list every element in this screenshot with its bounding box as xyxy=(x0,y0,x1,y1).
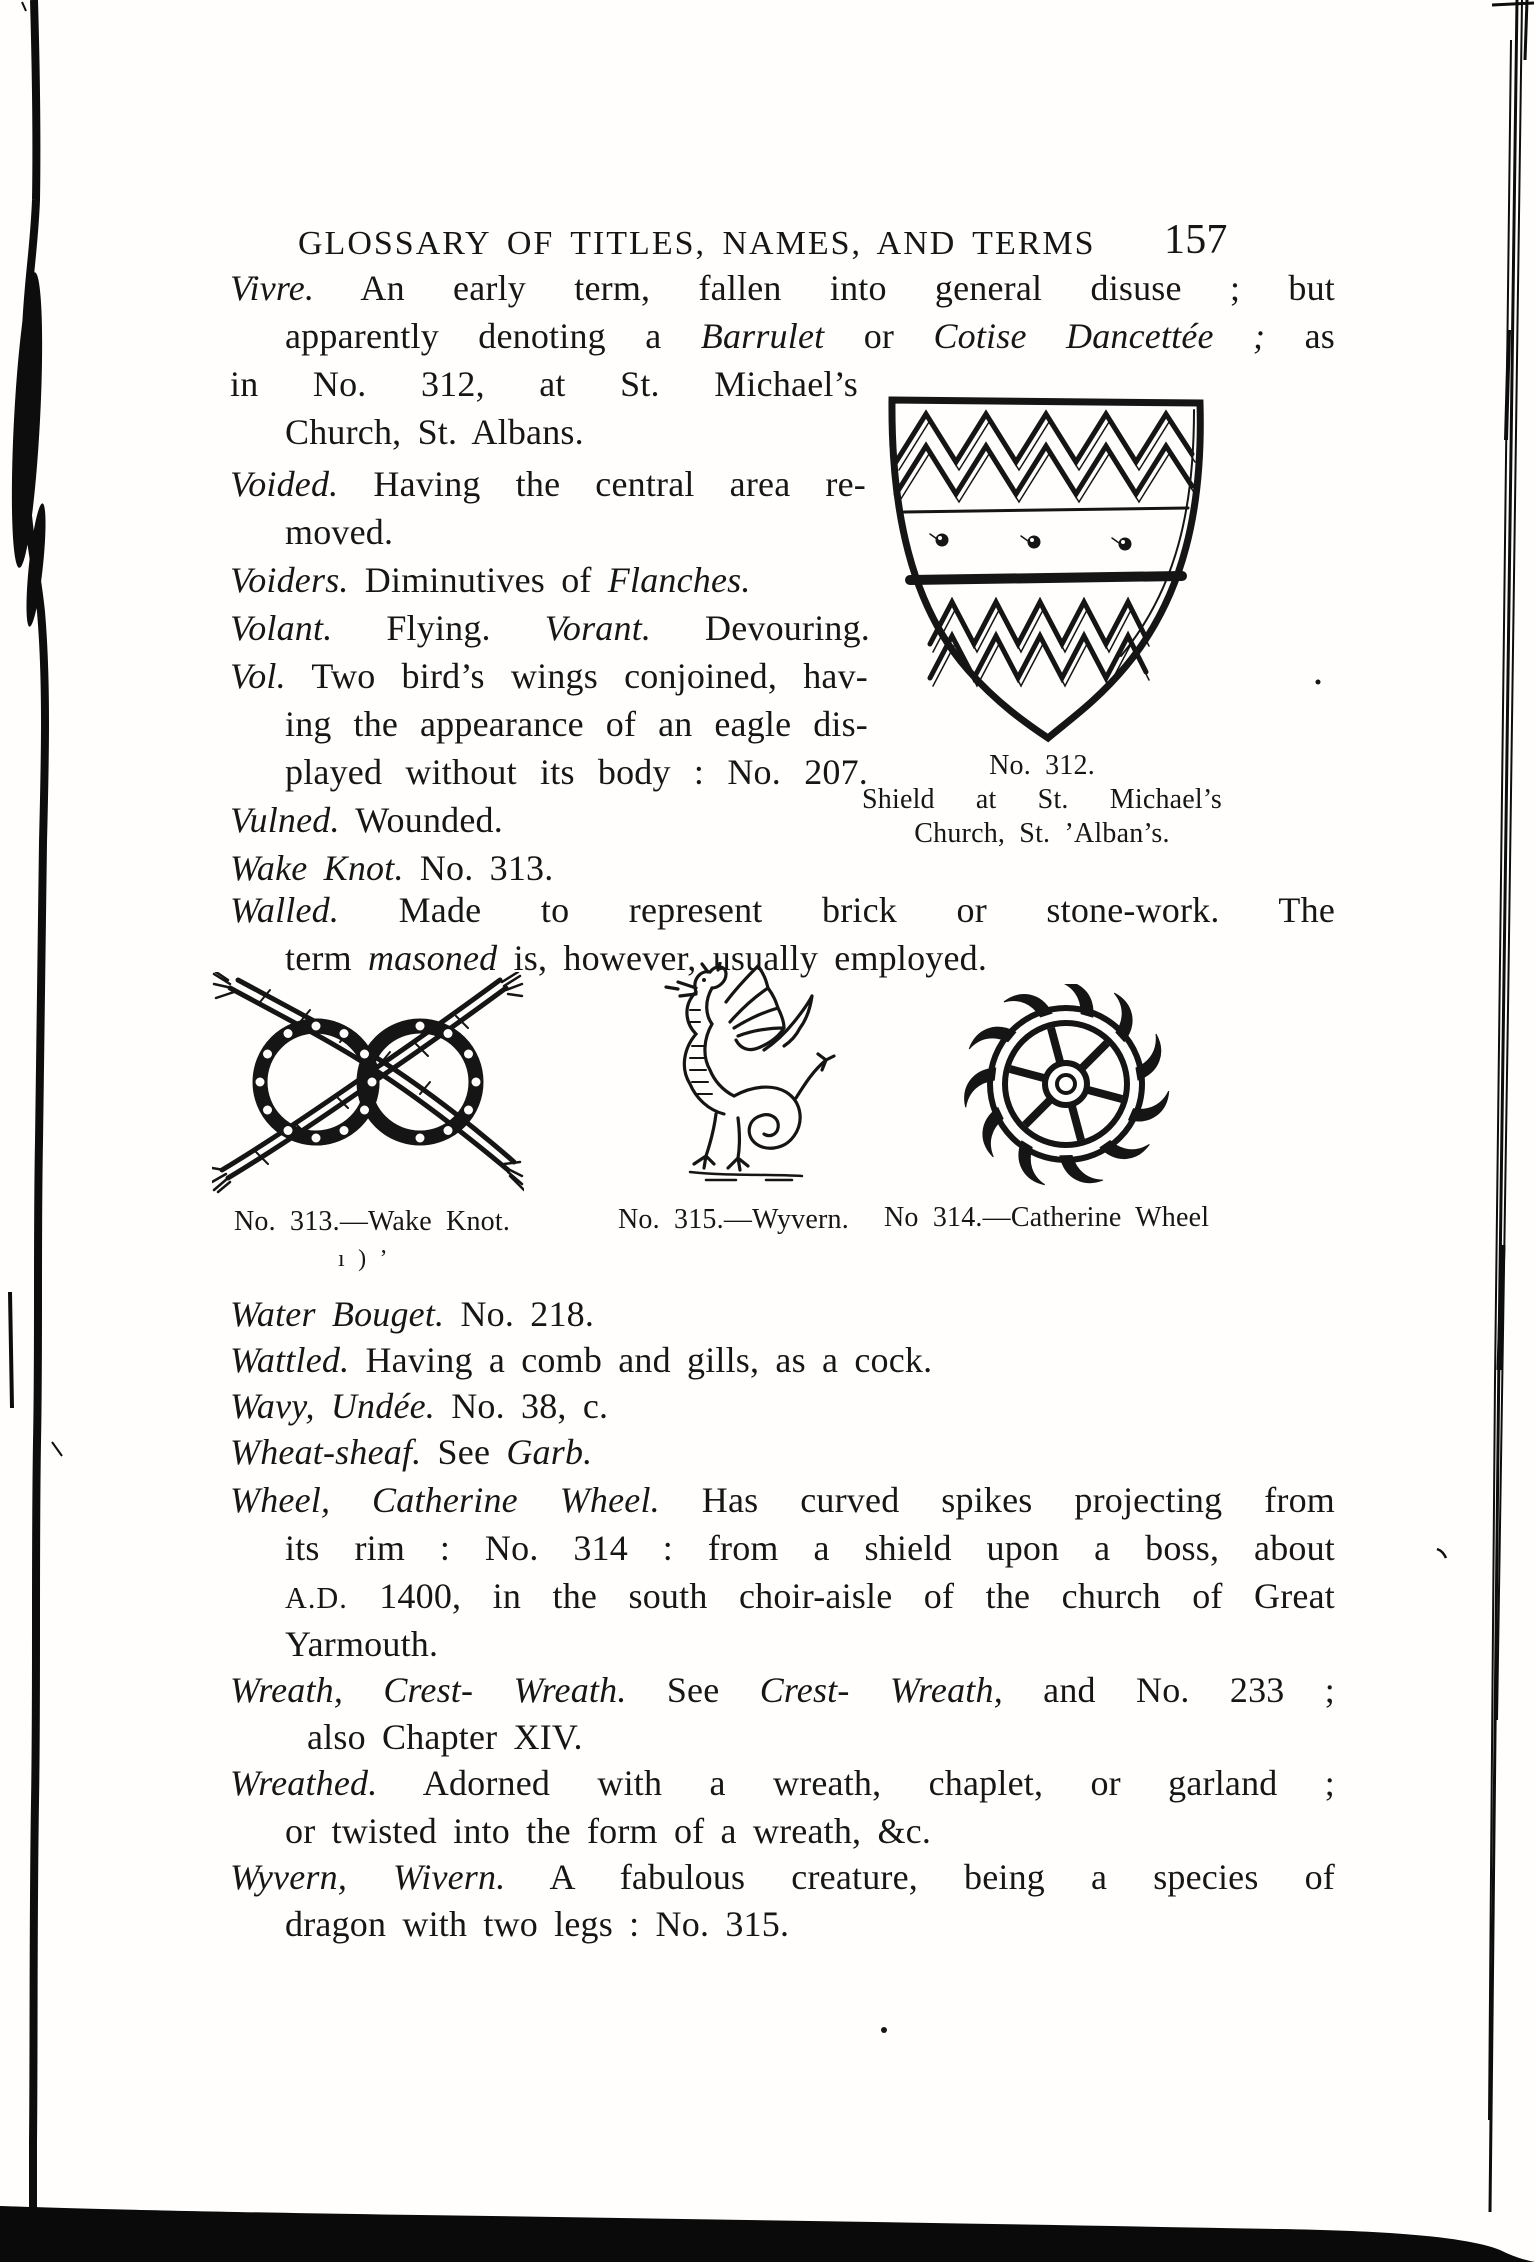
page-edge-line-3 xyxy=(1489,40,1511,2120)
wheel-rim-inner xyxy=(1005,1023,1127,1145)
shield-illustration xyxy=(878,388,1213,750)
entry-wavy: Wavy, Undée. No. 38, c. xyxy=(230,1386,609,1426)
dancette-top-2-fine xyxy=(899,454,1195,502)
wyvern-beak xyxy=(666,982,696,996)
caption-shield-no: No. 312. xyxy=(989,750,1095,781)
entry-vivre-3: in No. 312, at St. Michael’s xyxy=(230,364,858,404)
wheel-rim-outer xyxy=(990,1008,1142,1160)
caption-shield-line3: Church, St. ʼAlban’s. xyxy=(914,818,1170,849)
entry-vol-2: ing the appearance of an eagle dis- xyxy=(285,704,868,744)
dancette-bottom-1-fine xyxy=(933,610,1149,652)
roundel-ticks xyxy=(930,534,1119,543)
catherine-wheel-illustration xyxy=(956,984,1178,1190)
wake-knot-illustration xyxy=(212,972,524,1194)
entry-wyvern-2: dragon with two legs : No. 315. xyxy=(285,1904,790,1944)
entry-water-bouget: Water Bouget. No. 218. xyxy=(230,1294,595,1334)
ink-smudge: ı ) ʼ xyxy=(338,1246,388,1272)
entry-wheel-2: its rim : No. 314 : from a shield upon a boss, about xyxy=(285,1528,1335,1568)
entry-wake-knot: Wake Knot. No. 313. xyxy=(230,848,554,888)
dancette-top-1 xyxy=(896,414,1192,462)
entry-wyvern-1: Wyvern, Wivern. A fabulous creature, being a species of xyxy=(230,1857,1335,1897)
entry-vulned: Vulned. Wounded. xyxy=(230,800,503,840)
stray-mark-2 xyxy=(22,2,26,11)
binding-edge-line xyxy=(24,0,45,2218)
stray-mark-1 xyxy=(52,1442,62,1456)
wyvern-ground xyxy=(690,1172,802,1180)
entry-walled-2: term masoned is, however, usually employed. xyxy=(285,938,988,978)
entry-wheel-4: Yarmouth. xyxy=(285,1624,439,1664)
corner-mark-top-right xyxy=(1492,3,1534,5)
page-number: 157 xyxy=(1164,217,1228,263)
wyvern-leg-2 xyxy=(728,1118,748,1170)
entry-walled-1: Walled. Made to represent brick or stone-work. The xyxy=(230,890,1335,930)
fess-bottom-line xyxy=(910,576,1182,580)
entry-voided-2: moved. xyxy=(285,512,394,552)
entry-wheel-3: A.D. 1400, in the south choir-aisle of the church of Great xyxy=(285,1576,1335,1616)
strap-ring-right xyxy=(364,1026,476,1138)
wheel-hub xyxy=(1045,1063,1087,1105)
entry-vivre-1: Vivre. An early term, fallen into general disuse ; but xyxy=(230,268,1335,308)
wyvern-neck-back xyxy=(705,988,734,1096)
entry-wreath-2: also Chapter XIV. xyxy=(307,1717,583,1757)
wyvern-leg-1 xyxy=(694,1114,716,1168)
bottom-scan-bar xyxy=(0,2206,1535,2262)
entry-vol-1: Vol. Two bird’s wings conjoined, hav- xyxy=(230,656,868,696)
wheel-spokes xyxy=(1010,1028,1122,1140)
page-edge-line-2 xyxy=(1497,0,1522,1720)
margin-tick-left xyxy=(10,1292,12,1408)
wyvern-wing-fingers xyxy=(730,988,784,1036)
fess-roundels xyxy=(936,534,1132,551)
page-title: GLOSSARY OF TITLES, NAMES, AND TERMS xyxy=(298,225,1096,262)
page-edge-dark-1 xyxy=(1499,1245,1503,1370)
ink-speck-1 xyxy=(1316,680,1321,685)
binding-blob xyxy=(6,272,47,569)
binding-blob-2 xyxy=(23,503,50,628)
entry-wattled: Wattled. Having a comb and gills, as a cock. xyxy=(230,1340,933,1380)
entry-wheel-1: Wheel, Catherine Wheel. Has curved spikes projecting from xyxy=(230,1480,1335,1520)
entry-voided-1: Voided. Having the central area re- xyxy=(230,464,866,504)
dancette-top-2 xyxy=(896,446,1192,494)
entry-wreathed-2: or twisted into the form of a wreath, &c. xyxy=(285,1811,932,1851)
wyvern-tail-coil xyxy=(734,1087,800,1148)
wyvern-illustration xyxy=(646,962,836,1190)
wheel-hub-hole xyxy=(1057,1075,1075,1093)
caption-catherine-wheel: No 314.—Catherine Wheel xyxy=(884,1202,1210,1233)
fess-top-line xyxy=(904,508,1188,512)
entry-vivre-4: Church, St. Albans. xyxy=(285,412,584,452)
page-edge-dark-2 xyxy=(1506,330,1509,440)
entry-wreathed-1: Wreathed. Adorned with a wreath, chaplet, or garland ; xyxy=(230,1763,1335,1803)
caption-shield-line2: Shield at St. Michael’s xyxy=(862,784,1222,815)
fray-top-left xyxy=(214,972,234,998)
wyvern-tail-tip xyxy=(796,1054,834,1098)
page-edge-tick-top xyxy=(1525,0,1527,60)
caption-wyvern: No. 315.—Wyvern. xyxy=(618,1204,849,1235)
page-edge-line-1 xyxy=(1490,0,1517,2212)
entry-wheat-sheaf: Wheat-sheaf. See Garb. xyxy=(230,1432,593,1472)
caption-wake-knot: No. 313.—Wake Knot. xyxy=(234,1206,511,1237)
entry-volant: Volant. Flying. Vorant. Devouring. xyxy=(230,608,871,648)
ink-speck-2 xyxy=(881,2027,887,2033)
entry-wreath-1: Wreath, Crest- Wreath. See Crest- Wreath, and No. 233 ; xyxy=(230,1670,1335,1710)
ink-speck-3 xyxy=(1437,1549,1446,1558)
entry-vol-3: played without its body : No. 207. xyxy=(285,752,868,792)
entry-vivre-2: apparently denoting a Barrulet or Cotise Dancettée ; as xyxy=(285,316,1335,356)
entry-voiders: Voiders. Diminutives of Flanches. xyxy=(230,560,751,600)
wyvern-stripes xyxy=(688,1010,712,1094)
